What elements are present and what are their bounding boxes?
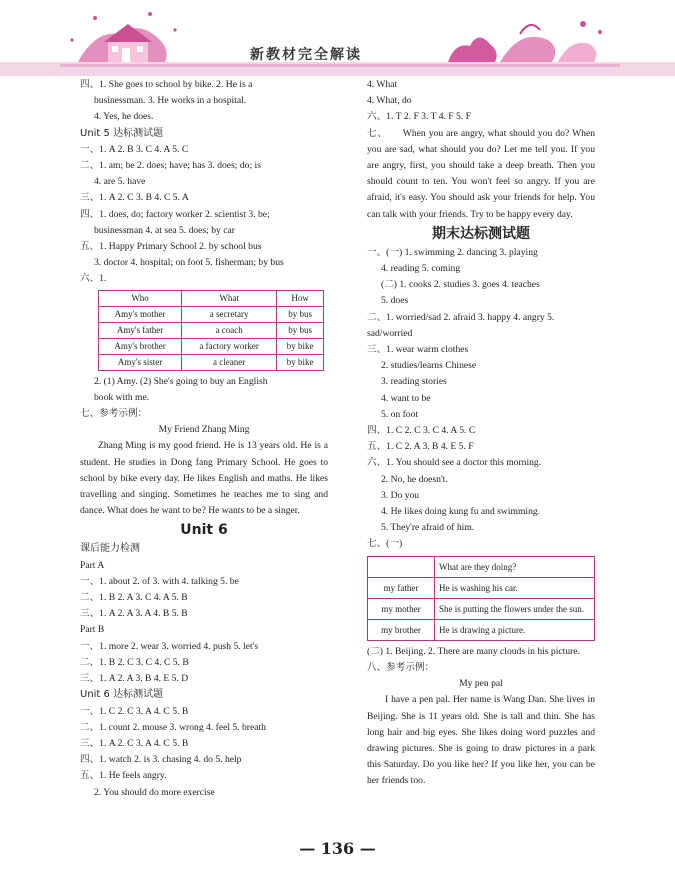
unit6-heading: Unit 6	[180, 522, 228, 539]
table-row	[368, 577, 595, 598]
text-line: (二) 1. cooks 2. studies 3. goes 4. teaches	[381, 279, 540, 291]
section-label: 七、	[367, 127, 388, 139]
table-cell: He is washing his car.	[435, 577, 595, 598]
text-line: 二、1. B 2. A 3. C 4. A 5. B	[80, 592, 188, 604]
table-cell: a secretary	[182, 306, 277, 322]
text-line: 2. (1) Amy. (2) She's going to buy an English	[94, 375, 268, 387]
text-line: 2. You should do more exercise	[94, 786, 215, 798]
text-line: 四、1. C 2. C 3. C 4. A 5. C	[367, 425, 476, 437]
text-line: 六、1.	[80, 273, 107, 285]
table-cell: my father	[368, 577, 435, 598]
table-cell: Amy's sister	[99, 354, 182, 370]
text-line: 4. What	[367, 79, 398, 90]
text-line: 5. They're afraid of him.	[381, 522, 475, 534]
table-header-cell: What	[182, 290, 277, 306]
text-line: 4. He likes doing kung fu and swimming.	[381, 506, 541, 518]
text-line: 三、1. A 2. C 3. B 4. C 5. A	[80, 192, 189, 204]
text-line: 3. doctor 4. hospital; on foot 5. fisherman; by bus	[94, 257, 284, 269]
text-line: 五、1. C 2. A 3. B 4. E 5. F	[367, 441, 474, 453]
text-line: 三、1. A 2. C 3. A 4. C 5. B	[80, 737, 189, 749]
table-cell: Amy's father	[99, 322, 182, 338]
page-header	[0, 0, 675, 78]
table-cell: She is putting the flowers under the sun.	[435, 598, 595, 619]
text-line: 二、1. am; be 2. does; have; has 3. does; do; is	[80, 160, 261, 172]
text-line: 二、1. worried/sad 2. afraid 3. happy 4. angry 5.	[367, 311, 555, 323]
text-line: 一、(一) 1. swimming 2. dancing 3. playing	[367, 246, 538, 258]
text-line: 四、1. watch 2. is 3. chasing 4. do 5. help	[80, 754, 242, 766]
text-line: 六、1. You should see a doctor this morning.	[367, 457, 542, 469]
text-line: 三、1. A 2. A 3. A 4. B 5. B	[80, 608, 188, 620]
essay-title: My Friend Zhang Ming	[158, 424, 250, 436]
part-label: Part A	[80, 559, 105, 571]
text-line: 七、(一)	[367, 538, 403, 550]
table-cell: a cleaner	[182, 354, 277, 370]
answer-text: When you are angry, what should you do? When you are sad, what should you do? Let me tell you. If you are angry, first, you should take a deep breath. Then you should count to ten. You won't feel so angry. If you are afraid, it's easy. You should ask your friends for help. You can talk with your friends. Try to be happy every day.	[367, 127, 596, 220]
essay-title: My pen pal	[459, 678, 503, 690]
text-line: 4. Yes, he does.	[94, 111, 154, 123]
table-empty-cell	[368, 556, 435, 577]
text-line: businessman. 3. He works in a hospital.	[94, 95, 247, 107]
text-line: 二、1. count 2. mouse 3. wrong 4. feel 5. breath	[80, 721, 266, 733]
table-row	[99, 306, 324, 322]
text-line: 一、1. A 2. B 3. C 4. A 5. C	[80, 143, 189, 155]
text-line: 4. are 5. have	[94, 176, 146, 188]
text-line: 四、1. does, do; factory worker 2. scientist 3. be;	[80, 208, 270, 220]
text-line: 3. Do you	[381, 489, 420, 501]
table-header-cell: How	[277, 290, 324, 306]
text-line: 四、1. She goes to school by bike. 2. He is a	[80, 79, 253, 90]
text-line: 4. reading 5. coming	[381, 263, 461, 275]
text-line: 一、1. about 2. of 3. with 4. talking 5. be	[80, 575, 239, 587]
text-line: 三、1. wear warm clothes	[367, 344, 469, 356]
essay-body: Zhang Ming is my good friend. He is 13 years old. He is a student. He studies in Dong fang Primary School. He goes to school by bike every day. He likes English and maths. He likes travelling and singing. Sometimes he teaches me to sing and dance. What does he want to be? He wants to be a singer.	[80, 440, 328, 517]
sample-label: 八、参考示例：	[367, 661, 435, 673]
final-test-title: 期末达标测试题	[432, 225, 530, 242]
sample-label: 七、参考示例：	[80, 408, 148, 420]
table-cell: a coach	[182, 322, 277, 338]
text-line: 4. want to be	[381, 392, 431, 404]
left-column	[80, 77, 328, 801]
text-line: businessman 4. at sea 5. does; by car	[94, 224, 235, 236]
text-line: 三、1. A 2. A 3. B 4. E 5. D	[80, 673, 189, 685]
table-header-row	[368, 556, 595, 577]
page-number: — 136 —	[299, 839, 376, 858]
answer-table-doing	[367, 556, 595, 641]
text-line: 一、1. more 2. wear 3. worried 4. push 5. let's	[80, 640, 259, 652]
text-line: 3. reading stories	[381, 376, 447, 388]
table-cell: Amy's mother	[99, 306, 182, 322]
unit5-test-title: Unit 5 达标测试题	[80, 127, 164, 139]
table-row	[368, 598, 595, 619]
table-row	[368, 619, 595, 640]
part-label: Part B	[80, 624, 105, 636]
table-row	[99, 322, 324, 338]
table-cell: by bus	[277, 306, 324, 322]
table-cell: by bus	[277, 322, 324, 338]
text-line: (二) 1. Beijing. 2. There are many clouds in his picture.	[367, 645, 580, 657]
table-cell: my mother	[368, 598, 435, 619]
text-line: 六、1. T 2. F 3. T 4. F 5. F	[367, 111, 471, 123]
table-row	[99, 338, 324, 354]
text-line: 5. does	[381, 295, 409, 307]
table-cell: a factory worker	[182, 338, 277, 354]
table-cell: by bike	[277, 354, 324, 370]
text-line: sad/worried	[367, 327, 413, 339]
text-line: 5. on foot	[381, 408, 419, 420]
header-decoration	[0, 0, 675, 78]
answer-paragraph	[367, 126, 595, 223]
text-line: 二、1. B 2. C 3. C 4. C 5. B	[80, 656, 189, 668]
text-line: 一、1. C 2. C 3. A 4. C 5. B	[80, 705, 189, 717]
text-line: 4. What, do	[367, 95, 412, 107]
cat-plant-icon	[448, 21, 602, 62]
essay-body: I have a pen pal. Her name is Wang Dan. She lives in Beijing. She is 11 years old. She is tall and thin. She has long hair and big eyes. She likes doing word puzzles and drawing pictures. She is going to draw pictures in a park this Saturday. Do you like her? If you like her, you can be her friends too.	[367, 694, 595, 787]
table-header-row	[99, 290, 324, 306]
text-line: 2. No, he doesn't.	[381, 473, 448, 485]
table-cell: Amy's brother	[99, 338, 182, 354]
section-title: 课后能力检测	[80, 543, 140, 555]
table-cell: He is drawing a picture.	[435, 619, 595, 640]
table-header-cell: Who	[99, 290, 182, 306]
header-title: 新教材完全解读	[250, 47, 362, 63]
text-line: book with me.	[94, 391, 150, 403]
table-row	[99, 354, 324, 370]
text-line: 五、1. He feels angry.	[80, 770, 167, 782]
text-line: 2. studies/learns Chinese	[381, 360, 477, 372]
answer-table-who-what-how	[98, 290, 324, 371]
table-cell: by bike	[277, 338, 324, 354]
unit6-test-title: Unit 6 达标测试题	[80, 689, 164, 701]
text-line: 五、1. Happy Primary School 2. by school bus	[80, 241, 262, 253]
castle-icon	[78, 24, 167, 62]
table-header-cell: What are they doing?	[435, 556, 595, 577]
right-column	[367, 77, 595, 790]
table-cell: my brother	[368, 619, 435, 640]
